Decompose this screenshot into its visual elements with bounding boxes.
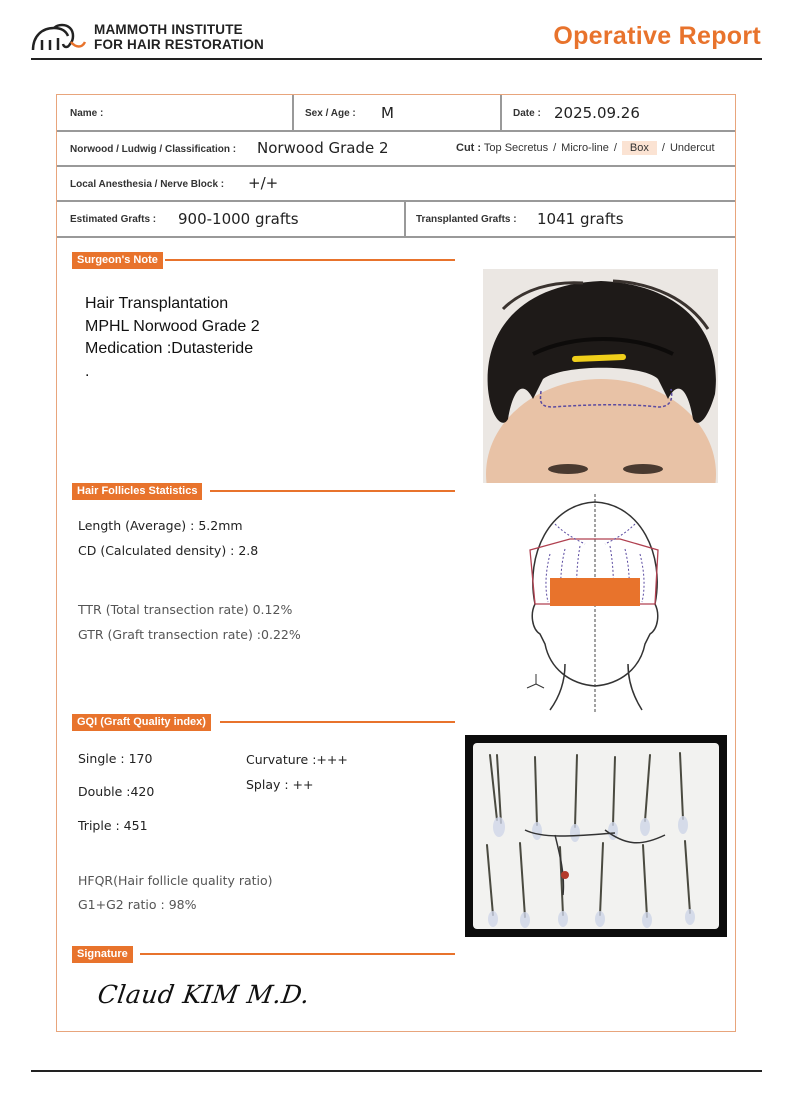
length-average: Length (Average) : 5.2mm <box>78 518 243 533</box>
note-line: Hair Transplantation <box>85 295 229 312</box>
anesthesia-label: Local Anesthesia / Nerve Block : <box>70 179 225 190</box>
transplanted-grafts-label: Transplanted Grafts : <box>416 214 517 225</box>
section-rule <box>140 953 455 955</box>
header-divider <box>31 58 762 60</box>
donor-area-diagram <box>510 494 680 712</box>
cut-label: Cut : <box>456 142 482 154</box>
cut-option-top-secretus[interactable]: Top Secretus <box>483 142 549 154</box>
hairline-photo <box>483 269 718 483</box>
classification-value[interactable]: Norwood Grade 2 <box>257 139 389 157</box>
note-line: . <box>85 362 90 380</box>
grafts-photo <box>465 735 727 937</box>
cut-option-micro-line[interactable]: Micro-line <box>561 142 609 154</box>
row-divider <box>57 236 735 238</box>
logo-line-2: FOR HAIR RESTORATION <box>94 37 265 52</box>
gqi-header: GQI (Graft Quality index) <box>72 714 211 731</box>
col-divider <box>500 95 502 130</box>
date-label: Date : <box>513 108 541 119</box>
row-divider <box>57 200 735 202</box>
estimated-grafts-value[interactable]: 900-1000 grafts <box>178 210 299 228</box>
name-label: Name : <box>70 108 104 119</box>
total-transection-rate: TTR (Total transection rate) 0.12% <box>78 602 293 617</box>
single-count: Single : 170 <box>78 751 153 766</box>
surgeons-note-body <box>85 293 260 383</box>
note-line: MPHL Norwood Grade 2 <box>85 317 260 335</box>
graft-transection-rate: GTR (Graft transection rate) :0.22% <box>78 627 301 642</box>
row-divider <box>57 165 735 167</box>
estimated-grafts-label: Estimated Grafts : <box>70 214 157 225</box>
cut-option-undercut[interactable]: Undercut <box>669 142 715 154</box>
report-title: Operative Report <box>553 22 761 50</box>
cut-option-box[interactable]: Box <box>622 141 657 155</box>
calculated-density: CD (Calculated density) : 2.8 <box>78 543 259 558</box>
surgeons-note-header: Surgeon's Note <box>72 252 163 269</box>
footer-divider <box>31 1070 762 1072</box>
date-value[interactable]: 2025.09.26 <box>554 104 640 122</box>
curvature-value: Curvature :+++ <box>246 752 348 767</box>
follicle-stats-header: Hair Follicles Statistics <box>72 483 202 500</box>
col-divider <box>292 95 294 130</box>
sex-age-label: Sex / Age : <box>305 108 356 119</box>
note-line: Medication :Dutasteride <box>85 340 254 357</box>
surgeon-signature: Claud KIM M.D. <box>95 980 312 1009</box>
signature-header: Signature <box>72 946 133 963</box>
sex-age-value[interactable]: M <box>381 104 394 122</box>
hfqr-label: HFQR(Hair follicle quality ratio) <box>78 873 273 888</box>
transplanted-grafts-value[interactable]: 1041 grafts <box>537 210 624 228</box>
mammoth-icon <box>30 22 88 52</box>
double-count: Double :420 <box>78 784 155 799</box>
col-divider <box>404 201 406 236</box>
logo-line-1: MAMMOTH INSTITUTE <box>94 22 243 37</box>
row-divider <box>57 130 735 132</box>
triple-count: Triple : 451 <box>78 818 148 833</box>
section-rule <box>220 721 455 723</box>
splay-value: Splay : ++ <box>246 777 314 792</box>
classification-label: Norwood / Ludwig / Classification : <box>70 144 237 155</box>
anesthesia-value[interactable]: +/+ <box>248 174 279 192</box>
g1-g2-ratio: G1+G2 ratio : 98% <box>78 897 197 912</box>
cut-options: Cut : Top Secretus / Micro-line / Box / Undercut <box>456 142 715 154</box>
section-rule <box>165 259 455 261</box>
section-rule <box>210 490 455 492</box>
institute-logo <box>30 20 280 56</box>
